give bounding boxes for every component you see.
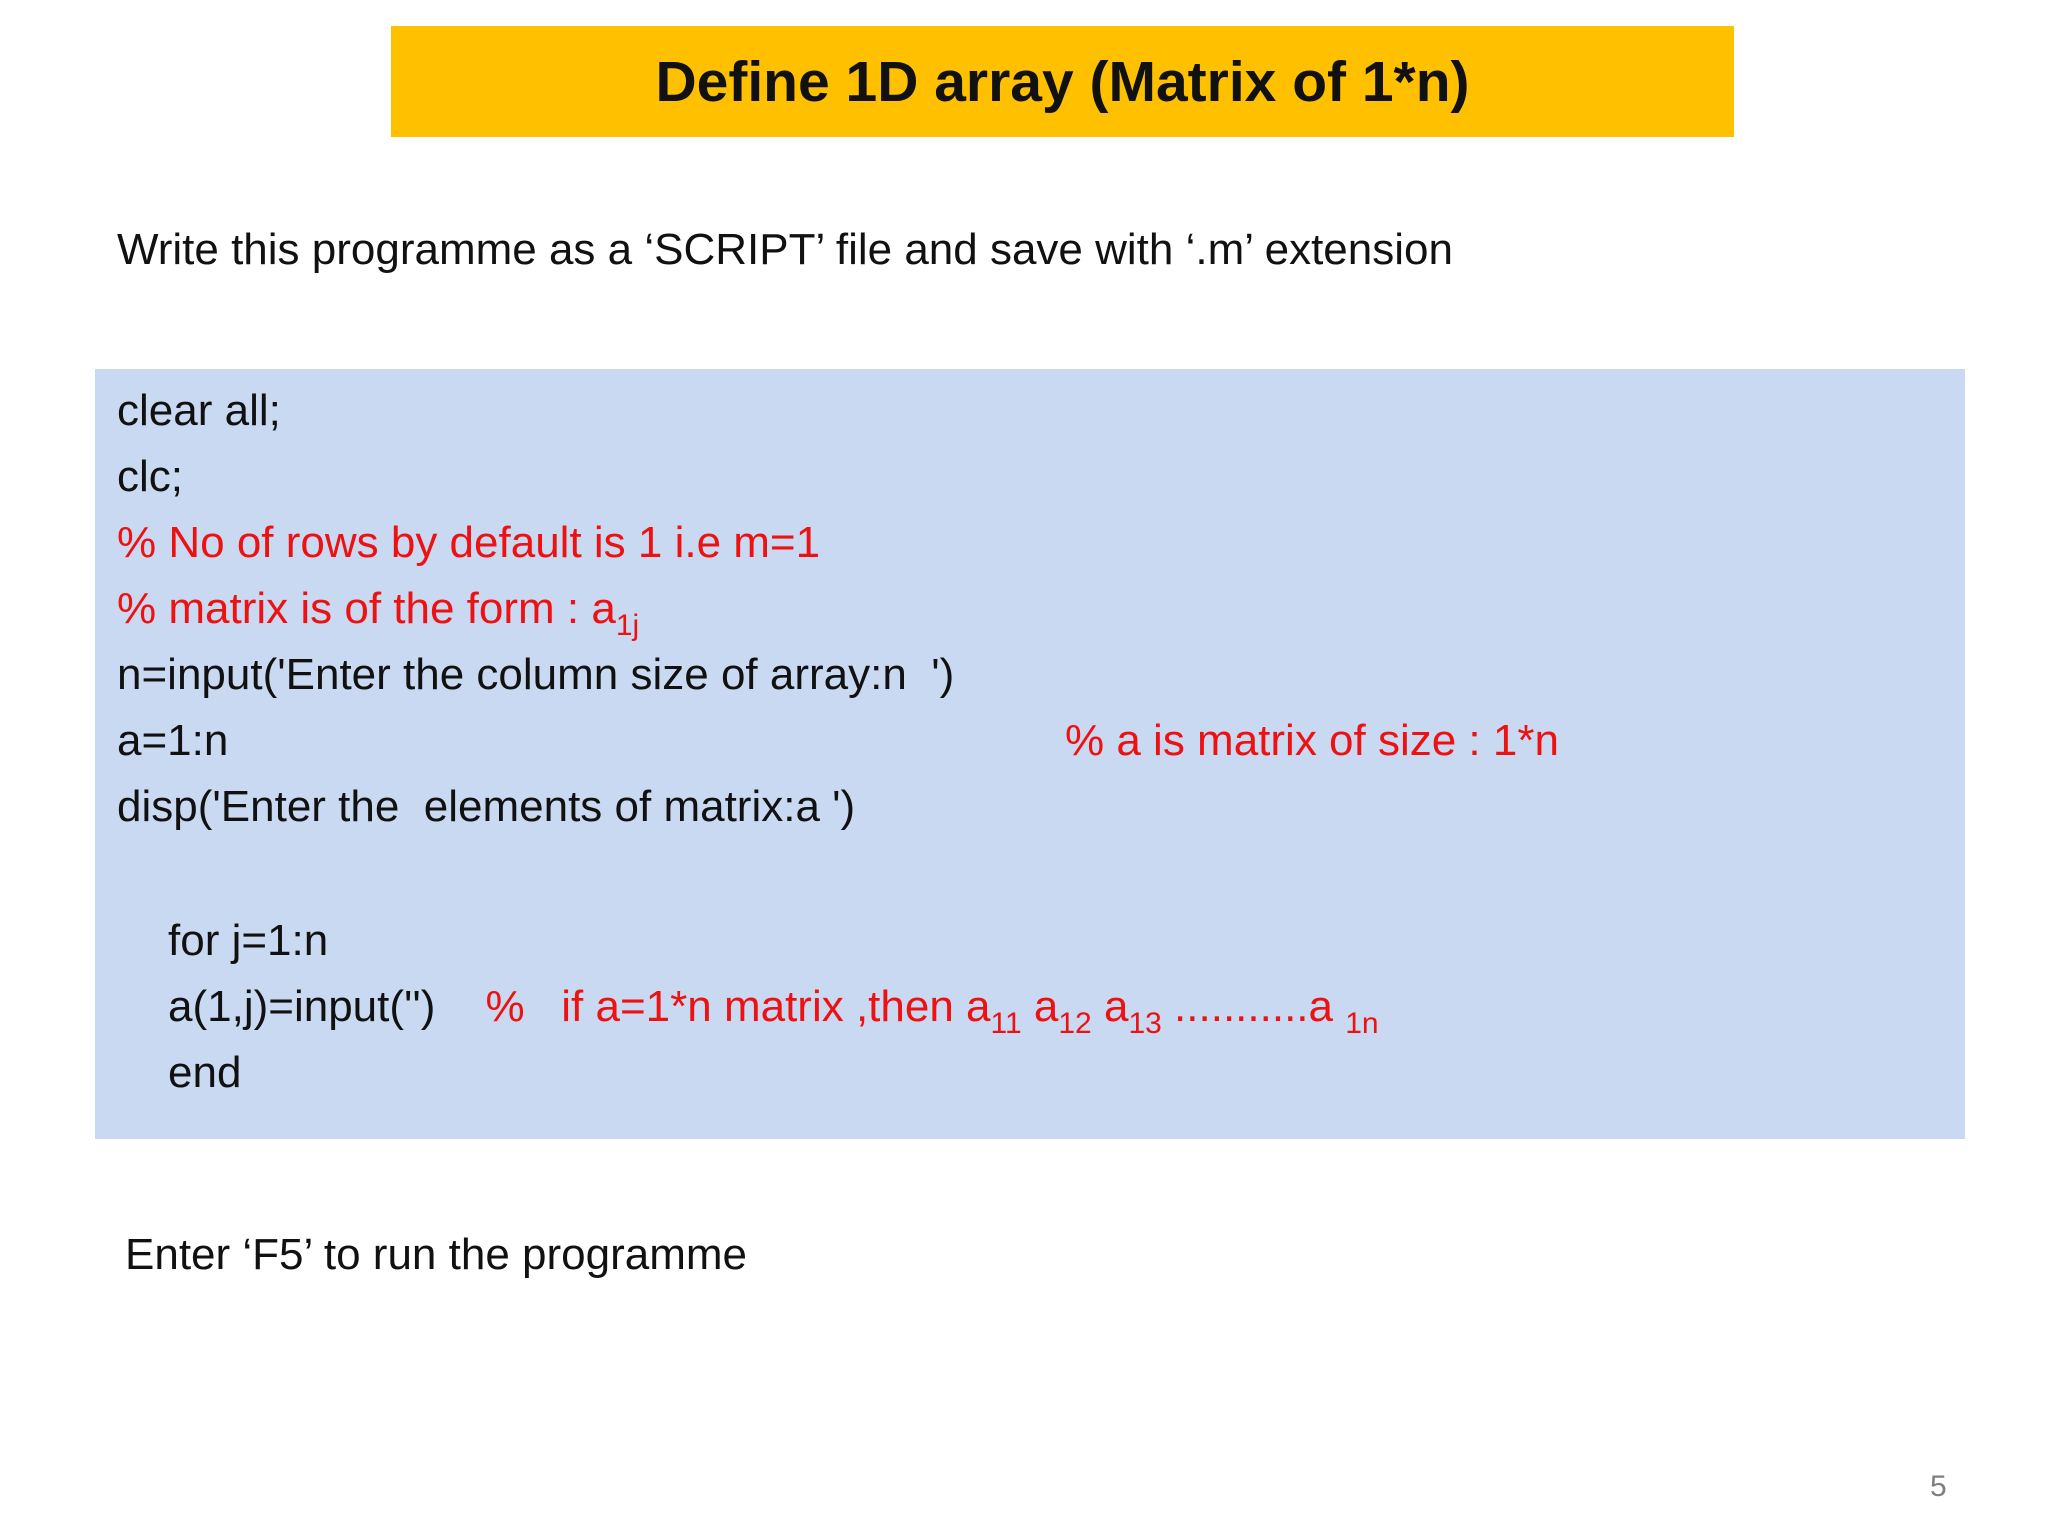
subscript-1n: 1n bbox=[1345, 1007, 1379, 1040]
comment-assign: % a is matrix of size : 1*n bbox=[1065, 716, 1559, 765]
slide-title: Define 1D array (Matrix of 1*n) bbox=[655, 49, 1470, 114]
title-banner bbox=[391, 26, 1734, 137]
subscript-13: 13 bbox=[1128, 1007, 1162, 1040]
loop-comment bbox=[485, 982, 1379, 1040]
code-line-loop bbox=[168, 982, 1379, 1040]
loop-comment-a13: a bbox=[1091, 982, 1129, 1031]
page-number: 5 bbox=[1930, 1470, 1947, 1503]
subscript-11: 11 bbox=[990, 1007, 1022, 1040]
code-block bbox=[95, 369, 1965, 1139]
code-line-assign: a=1:n bbox=[117, 716, 229, 765]
loop-comment-a12: a bbox=[1021, 982, 1059, 1031]
loop-comment-prefix: % if a=1*n matrix ,then a bbox=[485, 982, 991, 1031]
code-line-clear: clear all; bbox=[117, 386, 281, 435]
code-line-input: n=input('Enter the column size of array:n ') bbox=[117, 650, 955, 699]
run-instruction: Enter ‘F5’ to run the programme bbox=[125, 1230, 747, 1279]
subscript-12: 12 bbox=[1058, 1007, 1092, 1040]
code-line-disp: disp('Enter the elements of matrix:a ') bbox=[117, 782, 856, 831]
loop-code: a(1,j)=input('') bbox=[168, 982, 436, 1031]
comment-form-text: % matrix is of the form : a bbox=[117, 584, 616, 633]
instruction-text: Write this programme as a ‘SCRIPT’ file and save with ‘.m’ extension bbox=[117, 225, 1453, 274]
code-line-end: end bbox=[168, 1048, 242, 1097]
comment-rows: % No of rows by default is 1 i.e m=1 bbox=[117, 518, 821, 567]
code-line-clc: clc; bbox=[117, 452, 183, 501]
code-line-for: for j=1:n bbox=[168, 916, 329, 965]
loop-comment-dots: ...........a bbox=[1161, 982, 1346, 1031]
comment-form bbox=[117, 584, 640, 642]
comment-form-subscript: 1j bbox=[615, 609, 640, 642]
